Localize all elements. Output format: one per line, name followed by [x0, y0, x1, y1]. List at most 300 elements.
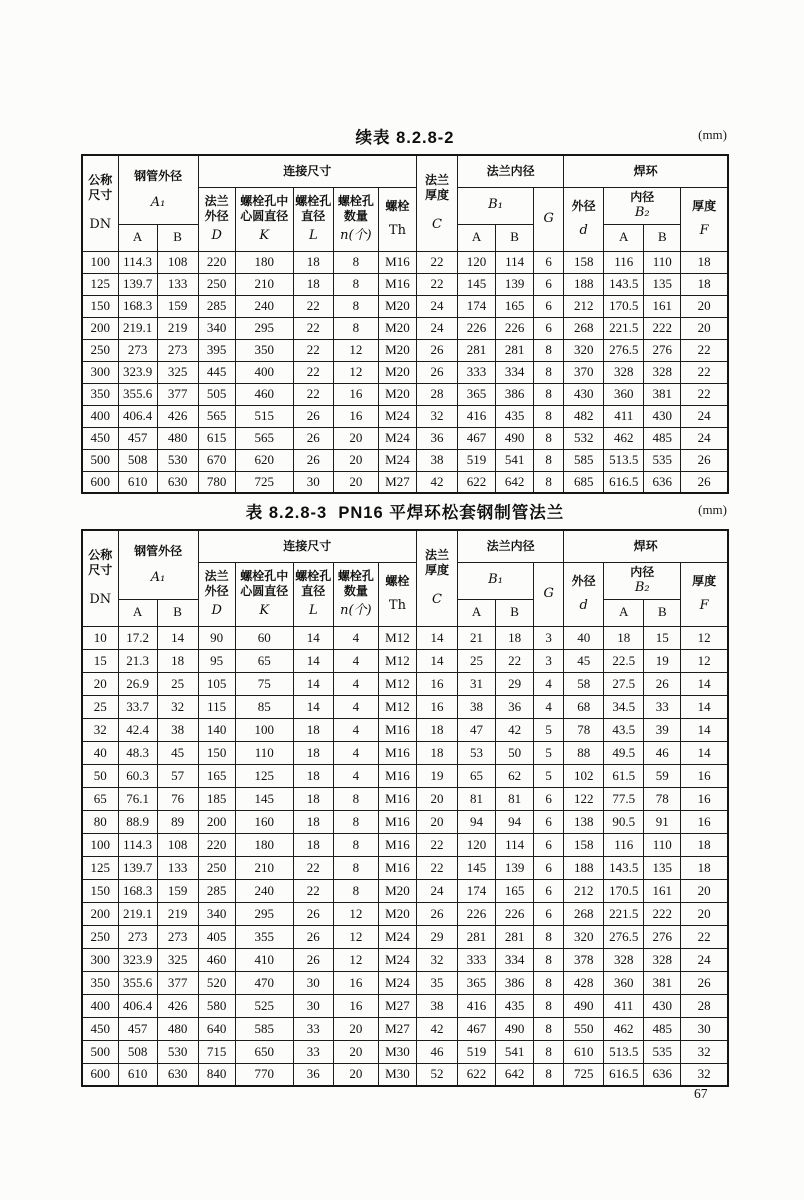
- table-cell: 541: [496, 1040, 534, 1063]
- table-row: [82, 856, 728, 879]
- col-header-pipe-od: 钢管外径 A₁: [118, 530, 198, 599]
- table-cell: 12: [333, 361, 378, 383]
- table-cell: 273: [118, 339, 157, 361]
- table-cell: 29: [496, 672, 534, 695]
- table-cell: 133: [157, 856, 198, 879]
- table-cell: 143.5: [604, 856, 644, 879]
- table-cell: 53: [458, 741, 496, 764]
- table-cell: 200: [82, 317, 118, 339]
- table-cell: 240: [235, 295, 293, 317]
- table-cell: 6: [534, 273, 564, 295]
- table-cell: M24: [378, 405, 416, 427]
- table-cell: 88.9: [118, 810, 157, 833]
- table-cell: 565: [198, 405, 235, 427]
- table-cell: 281: [458, 339, 496, 361]
- table-cell: 16: [681, 764, 728, 787]
- table-cell: 4: [534, 672, 564, 695]
- table-cell: M12: [378, 626, 416, 649]
- table-cell: 8: [333, 295, 378, 317]
- table-cell: 281: [496, 339, 534, 361]
- table-cell: 26.9: [118, 672, 157, 695]
- table-row: [82, 427, 728, 449]
- table-cell: 355.6: [118, 383, 157, 405]
- table-cell: 143.5: [604, 273, 644, 295]
- col-header-flange-id: 法兰内径: [458, 155, 564, 187]
- table-cell: 36: [293, 1063, 333, 1086]
- table-2-body: [82, 626, 728, 1086]
- table-cell: 100: [235, 718, 293, 741]
- subcol-b1-a: A: [458, 224, 496, 251]
- table-cell: 18: [681, 251, 728, 273]
- table-cell: 268: [564, 902, 604, 925]
- table-cell: 32: [681, 1040, 728, 1063]
- table-cell: 150: [198, 741, 235, 764]
- table-cell: 16: [681, 810, 728, 833]
- table-row: [82, 787, 728, 810]
- table-cell: 31: [458, 672, 496, 695]
- table-cell: 212: [564, 295, 604, 317]
- table-cell: 22: [293, 361, 333, 383]
- table-cell: M24: [378, 925, 416, 948]
- table-cell: 520: [198, 971, 235, 994]
- table-cell: 386: [496, 383, 534, 405]
- table-cell: 400: [82, 405, 118, 427]
- table-cell: 630: [157, 1063, 198, 1086]
- col-header-g: G: [534, 187, 564, 251]
- table-cell: 365: [458, 971, 496, 994]
- table-cell: 406.4: [118, 405, 157, 427]
- table-row: [82, 317, 728, 339]
- col-header-bolt-count: 螺栓孔数量 n(个): [333, 562, 378, 626]
- table-cell: 18: [293, 718, 333, 741]
- table-cell: 102: [564, 764, 604, 787]
- table-row: [82, 764, 728, 787]
- table-cell: 42.4: [118, 718, 157, 741]
- table-cell: 8: [534, 925, 564, 948]
- table-cell: 94: [496, 810, 534, 833]
- table-cell: 6: [534, 810, 564, 833]
- col-header-flange-thickness: 法兰厚度 C: [416, 155, 457, 251]
- table-cell: 22: [681, 925, 728, 948]
- table-cell: 16: [333, 994, 378, 1017]
- col-header-b1: B₁: [458, 187, 534, 224]
- table-cell: 75: [235, 672, 293, 695]
- table-cell: 32: [681, 1063, 728, 1086]
- table-cell: 14: [293, 695, 333, 718]
- table-cell: 377: [157, 383, 198, 405]
- table-cell: 33: [644, 695, 681, 718]
- table-cell: 114: [496, 833, 534, 856]
- table-cell: 29: [416, 925, 457, 948]
- table-cell: 26: [293, 449, 333, 471]
- table-row: [82, 948, 728, 971]
- table-cell: 42: [416, 1017, 457, 1040]
- table-cell: 159: [157, 295, 198, 317]
- table-cell: 14: [681, 741, 728, 764]
- table-cell: M24: [378, 427, 416, 449]
- table-cell: 135: [644, 856, 681, 879]
- table-cell: 285: [198, 879, 235, 902]
- subcol-b2-a: A: [604, 599, 644, 626]
- table-cell: 26: [293, 925, 333, 948]
- col-header-ring-thickness: 厚度 F: [681, 187, 728, 251]
- table-cell: 435: [496, 994, 534, 1017]
- table-cell: 26: [416, 361, 457, 383]
- table-cell: 12: [681, 649, 728, 672]
- table-cell: 24: [681, 427, 728, 449]
- table-cell: 26: [293, 427, 333, 449]
- table-cell: 22: [496, 649, 534, 672]
- table-cell: 276.5: [604, 925, 644, 948]
- table-cell: 457: [118, 427, 157, 449]
- table-cell: 20: [416, 787, 457, 810]
- table-cell: 565: [235, 427, 293, 449]
- table-cell: 780: [198, 471, 235, 493]
- table-cell: 21.3: [118, 649, 157, 672]
- table-cell: 219.1: [118, 902, 157, 925]
- table-cell: 428: [564, 971, 604, 994]
- table-cell: 219: [157, 902, 198, 925]
- table-cell: 3: [534, 626, 564, 649]
- table-cell: 273: [157, 339, 198, 361]
- table-cell: 8: [534, 383, 564, 405]
- table-cell: 615: [198, 427, 235, 449]
- table-cell: 334: [496, 948, 534, 971]
- table-cell: 220: [198, 833, 235, 856]
- table-cell: 18: [293, 741, 333, 764]
- table-cell: 40: [564, 626, 604, 649]
- col-header-bolt-hole-dia: 螺栓孔直径 L: [293, 562, 333, 626]
- table-1-body: [82, 251, 728, 493]
- table-cell: 30: [293, 471, 333, 493]
- table-cell: 17.2: [118, 626, 157, 649]
- table-cell: 22: [293, 879, 333, 902]
- table-cell: 221.5: [604, 902, 644, 925]
- table-cell: 370: [564, 361, 604, 383]
- table-cell: 122: [564, 787, 604, 810]
- table-cell: 22: [416, 856, 457, 879]
- table-cell: 276: [644, 925, 681, 948]
- table-cell: 16: [416, 695, 457, 718]
- table-cell: 24: [416, 295, 457, 317]
- table-cell: 219: [157, 317, 198, 339]
- table-cell: 250: [198, 273, 235, 295]
- subcol-pipe-od-a: A: [118, 224, 157, 251]
- table-2-title: 表 8.2.8-3 PN16 平焊环松套钢制管法兰: [245, 504, 565, 522]
- table-cell: 6: [534, 787, 564, 810]
- table-cell: 8: [333, 273, 378, 295]
- table-cell: 416: [458, 994, 496, 1017]
- table-cell: 68: [564, 695, 604, 718]
- table-cell: 22: [681, 361, 728, 383]
- table-cell: 18: [604, 626, 644, 649]
- table-cell: M12: [378, 695, 416, 718]
- table-cell: 4: [333, 626, 378, 649]
- table-cell: 65: [82, 787, 118, 810]
- table-cell: 365: [458, 383, 496, 405]
- table-cell: 8: [333, 879, 378, 902]
- table-cell: 22.5: [604, 649, 644, 672]
- table-section-2: [81, 499, 729, 1087]
- table-cell: 250: [82, 925, 118, 948]
- table-cell: 145: [458, 856, 496, 879]
- table-cell: 15: [82, 649, 118, 672]
- table-cell: M12: [378, 649, 416, 672]
- table-row: [82, 718, 728, 741]
- table-cell: 16: [681, 787, 728, 810]
- table-cell: 94: [458, 810, 496, 833]
- table-cell: 76: [157, 787, 198, 810]
- table-row: [82, 295, 728, 317]
- table-cell: 139: [496, 856, 534, 879]
- table-cell: 519: [458, 1040, 496, 1063]
- table-row: [82, 1017, 728, 1040]
- table-cell: 4: [333, 672, 378, 695]
- col-header-b1: B₁: [458, 562, 534, 599]
- table-cell: 12: [333, 925, 378, 948]
- table-cell: 125: [235, 764, 293, 787]
- table-cell: 610: [564, 1040, 604, 1063]
- table-cell: 250: [198, 856, 235, 879]
- table-cell: 467: [458, 1017, 496, 1040]
- table-cell: 116: [604, 251, 644, 273]
- table-cell: 188: [564, 273, 604, 295]
- table-cell: 115: [198, 695, 235, 718]
- table-cell: 138: [564, 810, 604, 833]
- col-header-ring-id: 内径 B₂: [604, 187, 681, 224]
- table-cell: 114.3: [118, 251, 157, 273]
- table-cell: 47: [458, 718, 496, 741]
- col-header-ring-id: 内径 B₂: [604, 562, 681, 599]
- table-row: [82, 879, 728, 902]
- table-cell: 25: [82, 695, 118, 718]
- table-cell: 18: [681, 856, 728, 879]
- table-cell: 25: [458, 649, 496, 672]
- table-cell: 490: [496, 427, 534, 449]
- table-cell: 170.5: [604, 295, 644, 317]
- table-cell: 616.5: [604, 471, 644, 493]
- table-row: [82, 833, 728, 856]
- table-cell: 161: [644, 879, 681, 902]
- table-cell: 5: [534, 741, 564, 764]
- table-cell: 16: [333, 971, 378, 994]
- table-cell: 45: [157, 741, 198, 764]
- table-cell: 22: [416, 833, 457, 856]
- table-section-1: [81, 124, 729, 494]
- col-header-pipe-od: 钢管外径 A₁: [118, 155, 198, 224]
- table-row: [82, 471, 728, 493]
- page-number: 67: [694, 1086, 708, 1101]
- table-cell: 8: [333, 833, 378, 856]
- table-cell: 450: [82, 427, 118, 449]
- table-cell: 61.5: [604, 764, 644, 787]
- table-cell: 600: [82, 1063, 118, 1086]
- table-cell: 430: [564, 383, 604, 405]
- col-header-ring-od: 外径 d: [564, 562, 604, 626]
- table-cell: 725: [235, 471, 293, 493]
- table-cell: 88: [564, 741, 604, 764]
- table-cell: 14: [416, 649, 457, 672]
- table-cell: 4: [333, 741, 378, 764]
- table-cell: 22: [416, 273, 457, 295]
- table-cell: 38: [416, 449, 457, 471]
- table-cell: M16: [378, 764, 416, 787]
- table-cell: 20: [333, 449, 378, 471]
- table-cell: 333: [458, 948, 496, 971]
- table-cell: 480: [157, 427, 198, 449]
- table-cell: 328: [604, 361, 644, 383]
- table-cell: 550: [564, 1017, 604, 1040]
- table-cell: 78: [644, 787, 681, 810]
- table-cell: 38: [458, 695, 496, 718]
- table-cell: 220: [198, 251, 235, 273]
- table-row: [82, 405, 728, 427]
- col-header-bolt-count: 螺栓孔数量 n(个): [333, 187, 378, 251]
- table-cell: 24: [681, 948, 728, 971]
- table-cell: 30: [681, 1017, 728, 1040]
- table-cell: 8: [534, 994, 564, 1017]
- table-cell: M16: [378, 273, 416, 295]
- table-cell: 226: [496, 317, 534, 339]
- table-cell: 76.1: [118, 787, 157, 810]
- table-cell: 35: [416, 971, 457, 994]
- table-cell: 8: [333, 317, 378, 339]
- table-cell: 36: [416, 427, 457, 449]
- table-cell: 328: [644, 948, 681, 971]
- table-cell: 20: [681, 879, 728, 902]
- table-cell: 14: [293, 626, 333, 649]
- table-cell: 180: [235, 833, 293, 856]
- table-cell: 430: [644, 994, 681, 1017]
- table-cell: 20: [681, 902, 728, 925]
- table-cell: 610: [118, 471, 157, 493]
- table-row: [82, 649, 728, 672]
- table-cell: 8: [534, 427, 564, 449]
- table-cell: 165: [198, 764, 235, 787]
- table-cell: 120: [458, 833, 496, 856]
- table-cell: 45: [564, 649, 604, 672]
- table-cell: 642: [496, 471, 534, 493]
- col-header-nominal-size: 公称尺寸 DN: [82, 530, 118, 626]
- table-cell: 20: [82, 672, 118, 695]
- table-cell: 535: [644, 1040, 681, 1063]
- table-cell: 39: [644, 718, 681, 741]
- table-cell: 386: [496, 971, 534, 994]
- col-header-bolt: 螺栓 Th: [378, 562, 416, 626]
- table-cell: 8: [534, 361, 564, 383]
- table-cell: 89: [157, 810, 198, 833]
- table-cell: 6: [534, 833, 564, 856]
- table-cell: 323.9: [118, 361, 157, 383]
- table-cell: M24: [378, 971, 416, 994]
- table-cell: 460: [198, 948, 235, 971]
- table-cell: 22: [293, 295, 333, 317]
- table-cell: 16: [416, 672, 457, 695]
- col-header-bolt-hole-dia: 螺栓孔直径 L: [293, 187, 333, 251]
- table-cell: 80: [82, 810, 118, 833]
- table-cell: 320: [564, 925, 604, 948]
- table-cell: 505: [198, 383, 235, 405]
- subcol-pipe-od-b: B: [157, 224, 198, 251]
- table-cell: M12: [378, 672, 416, 695]
- flange-dimension-table-2: [81, 529, 729, 1087]
- table-cell: 426: [157, 994, 198, 1017]
- table-cell: 90.5: [604, 810, 644, 833]
- table-cell: 406.4: [118, 994, 157, 1017]
- table-cell: 150: [82, 295, 118, 317]
- table-cell: 350: [82, 971, 118, 994]
- table-cell: 16: [333, 405, 378, 427]
- col-header-bolt-circle: 螺栓孔中心圆直径 K: [235, 187, 293, 251]
- table-cell: 43.5: [604, 718, 644, 741]
- table-cell: 140: [198, 718, 235, 741]
- table-cell: 378: [564, 948, 604, 971]
- table-cell: 12: [333, 902, 378, 925]
- table-row: [82, 449, 728, 471]
- table-cell: 33: [293, 1017, 333, 1040]
- table-cell: 4: [333, 649, 378, 672]
- table-cell: 170.5: [604, 879, 644, 902]
- table-cell: 226: [458, 902, 496, 925]
- table-cell: 20: [333, 1063, 378, 1086]
- table-cell: 381: [644, 971, 681, 994]
- table-cell: M30: [378, 1063, 416, 1086]
- table-cell: 139.7: [118, 273, 157, 295]
- table-cell: 12: [333, 948, 378, 971]
- table-cell: M16: [378, 810, 416, 833]
- table-cell: 411: [604, 994, 644, 1017]
- table-cell: 18: [496, 626, 534, 649]
- table-row: [82, 810, 728, 833]
- table-cell: 8: [534, 1017, 564, 1040]
- table-cell: 295: [235, 317, 293, 339]
- table-cell: 8: [333, 856, 378, 879]
- table-cell: M20: [378, 317, 416, 339]
- table-cell: 159: [157, 879, 198, 902]
- table-cell: 485: [644, 1017, 681, 1040]
- table-cell: 435: [496, 405, 534, 427]
- table-cell: 14: [681, 695, 728, 718]
- table-cell: 273: [157, 925, 198, 948]
- table-cell: 519: [458, 449, 496, 471]
- table-cell: 14: [293, 672, 333, 695]
- table-cell: 20: [681, 295, 728, 317]
- table-cell: 485: [644, 427, 681, 449]
- table-cell: 158: [564, 251, 604, 273]
- table-cell: 18: [293, 810, 333, 833]
- table-cell: 24: [416, 879, 457, 902]
- table-cell: M20: [378, 339, 416, 361]
- table-cell: 18: [416, 718, 457, 741]
- table-cell: 21: [458, 626, 496, 649]
- table-cell: 8: [534, 1040, 564, 1063]
- table-cell: M24: [378, 449, 416, 471]
- col-header-g: G: [534, 562, 564, 626]
- table-cell: 125: [82, 273, 118, 295]
- table-cell: 22: [681, 339, 728, 361]
- table-cell: 32: [416, 405, 457, 427]
- table-cell: 281: [458, 925, 496, 948]
- table-cell: M30: [378, 1040, 416, 1063]
- table-cell: M24: [378, 948, 416, 971]
- table-cell: M27: [378, 1017, 416, 1040]
- table-cell: 180: [235, 251, 293, 273]
- table-cell: 90: [198, 626, 235, 649]
- table-cell: 16: [333, 383, 378, 405]
- table-cell: 116: [604, 833, 644, 856]
- table-cell: 8: [534, 339, 564, 361]
- table-cell: 114.3: [118, 833, 157, 856]
